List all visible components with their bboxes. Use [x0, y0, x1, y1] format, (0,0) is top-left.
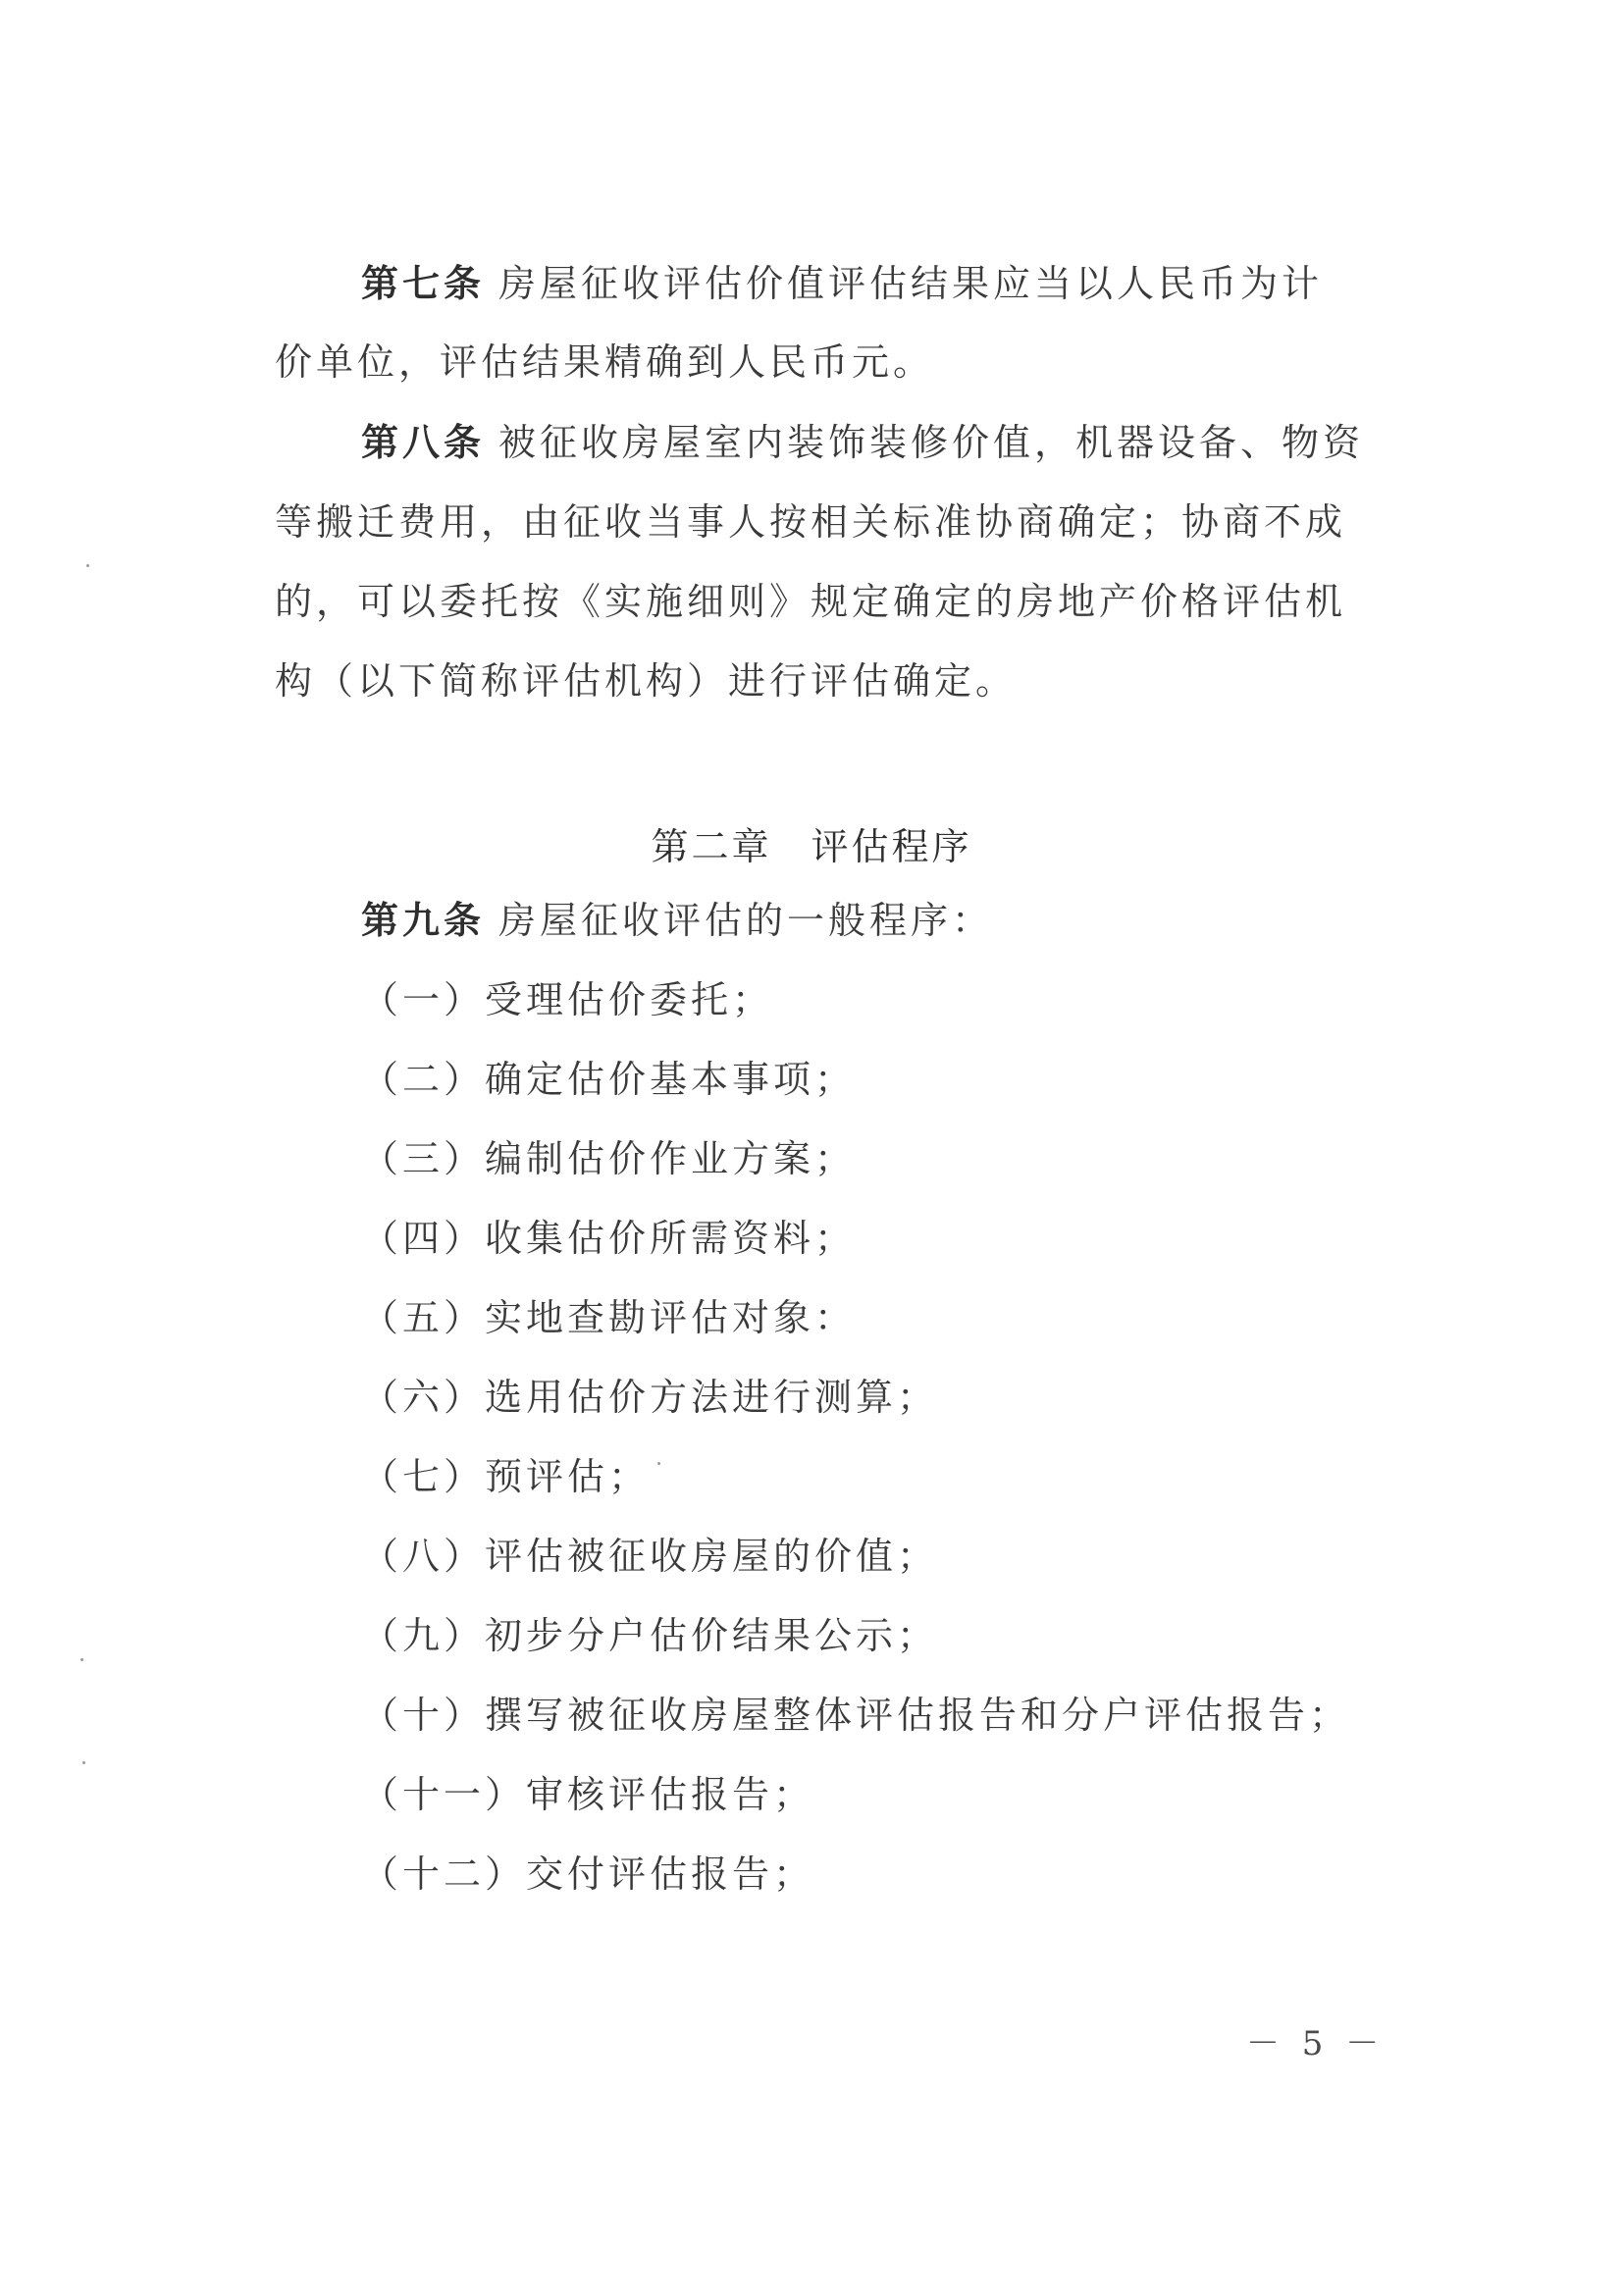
procedure-item-11: （十一）审核评估报告；	[361, 1773, 815, 1816]
procedure-item-4: （四）收集估价所需资料；	[361, 1217, 857, 1260]
procedure-item-6: （六）选用估价方法进行测算；	[361, 1376, 939, 1419]
article-9-heading: 第九条	[361, 899, 486, 942]
article-7-line-2: 价单位，评估结果精确到人民币元。	[275, 340, 935, 384]
procedure-item-12: （十二）交付评估报告；	[361, 1852, 815, 1896]
article-9-line-1	[361, 898, 993, 943]
procedure-item-5: （五）实地查勘评估对象：	[361, 1296, 857, 1339]
chapter-title: 评估程序	[811, 825, 972, 868]
article-7-heading: 第七条	[361, 262, 486, 305]
procedure-item-7: （七）预评估；	[361, 1455, 651, 1498]
scan-speck	[657, 1462, 660, 1465]
article-8-line-2: 等搬迁费用，由征收当事人按相关标准协商确定；协商不成	[275, 500, 1347, 544]
article-7-line-1	[361, 261, 1323, 306]
procedure-item-1: （一）受理估价委托；	[361, 978, 774, 1021]
procedure-item-10: （十）撰写被征收房屋整体评估报告和分户评估报告；	[361, 1694, 1351, 1737]
article-8-heading: 第八条	[361, 421, 486, 464]
scan-speck	[82, 1761, 85, 1764]
article-8-line-4: 构（以下简称评估机构）进行评估确定。	[275, 659, 1018, 703]
scan-speck	[80, 1658, 83, 1661]
chapter-heading	[0, 816, 1623, 870]
article-9-intro: 房屋征收评估的一般程序：	[498, 899, 994, 942]
chapter-number: 第二章	[651, 825, 772, 868]
article-7-text-1: 房屋征收评估价值评估结果应当以人民币为计	[498, 262, 1324, 305]
scan-speck	[86, 564, 89, 567]
procedure-item-2: （二）确定估价基本事项；	[361, 1058, 857, 1101]
article-8-text-1: 被征收房屋室内装饰装修价值，机器设备、物资	[498, 421, 1365, 464]
article-8-line-1	[361, 420, 1364, 465]
procedure-item-9: （九）初步分户估价结果公示；	[361, 1614, 939, 1657]
procedure-item-8: （八）评估被征收房屋的价值；	[361, 1535, 939, 1578]
article-8-line-3: 的，可以委托按《实施细则》规定确定的房地产价格评估机	[275, 580, 1347, 623]
page-number: － 5 －	[1246, 2024, 1386, 2063]
procedure-item-3: （三）编制估价作业方案；	[361, 1137, 857, 1180]
